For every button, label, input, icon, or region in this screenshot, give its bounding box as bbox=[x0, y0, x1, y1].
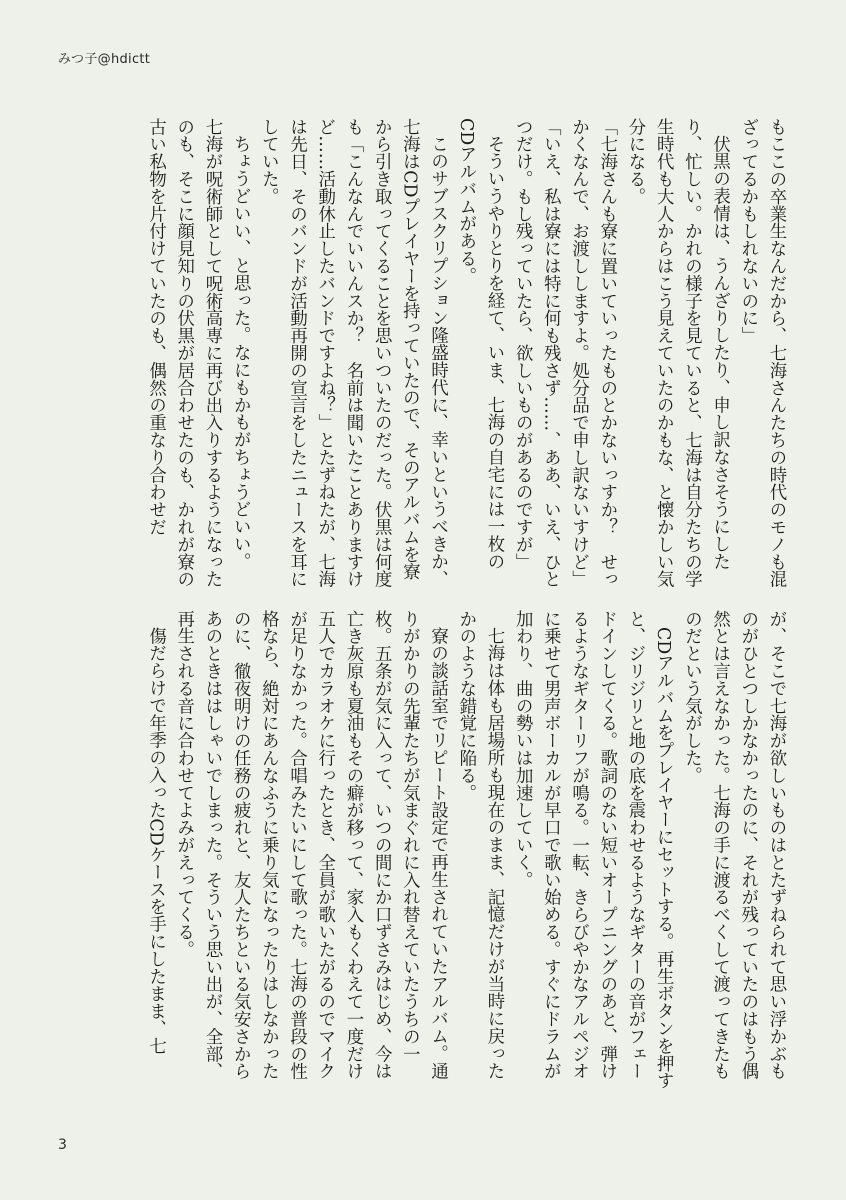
paragraph: そういうやりとりを経て、いま、七海の自宅には一枚のCDアルバムがある。 bbox=[455, 118, 504, 571]
paragraph: もここの卒業生なんだから、七海さんたちの時代のモノも混ざってるかもしれないのに」 bbox=[737, 118, 786, 588]
paragraph: 七海は体も居場所も現在のまま、記憶だけが当時に戻ったかのような錯覚に陥る。 bbox=[455, 610, 504, 1080]
paragraph: 伏黒の表情は、うんざりしたり、申し訳なさそうにしたり、忙しい。かれの様子を見ていると、七海は自分たちの学生時代も大人からはこう見えていたのかもな、と懐かしい気分になる。 bbox=[624, 118, 730, 588]
text-block-bottom bbox=[50, 610, 790, 1090]
paragraph: 寮の談話室でリピート設定で再生されていたアルバム。通りがかりの先輩たちが気まぐれに入れ替えていたうちの一枚。五条が気に入って、いつの間にか口ずさみはじめ、今は亡き灰原も夏油もその癖が移って、家入もくわえて一度だけ五人でカラオケに行ったとき、全員が歌いたがるのでマイクが足りなかった。合唱みたいにして歌った。七海の普段の性格なら、絶対にあんなふうに乗り気になったりはしなかったのに、徹夜明けの任務の疲れと、友人たちといる気安さからあのときははしゃいでしまった。そういう思い出が、全部、再生される音に合わせてよみがえってくる。 bbox=[173, 610, 448, 1080]
paragraph: CDアルバムをプレイヤーにセットする。再生ボタンを押すと、ジリジリと地の底を震わせるようなギターの音がフェードインしてくる。歌詞のない短いオープニングのあと、弾けるようなギターリフが鳴る。一転、きらびやかなアルペジオに乗せて男声ボーカルが早口で歌い始める。すぐにドラムが加わり、曲の勢いは加速していく。 bbox=[512, 610, 674, 1090]
paragraph: 傷だらけで年季の入ったCDケースを手にしたまま、七 bbox=[145, 627, 166, 1055]
paragraph: このサブスクリプション隆盛時代に、幸いというべきか、七海はCDプレイヤーを持っていたので、そのアルバムを寮から引き取ってくることを思いついたのだった。伏黒は何度も「こんなんでいいんスか？ 名前は聞いたことありますけど……活動休止したバンドですよね？」とたずねたが、七海は先日、そのバンドが活動再開の宣言をしたニュースを耳にしていた。 bbox=[258, 118, 448, 588]
page-number: 3 bbox=[58, 1137, 67, 1153]
text-block-top bbox=[50, 118, 790, 588]
paragraph: 「七海さんも寮に置いていったものとかないっすか？ せっかくなんで、お渡ししますよ。処分品で申し訳ないすけど」 bbox=[568, 118, 617, 588]
paragraph: が、そこで七海が欲しいものはとたずねられて思い浮かぶものがひとつしかなかったのに、それが残っていたのはもう偶然とは言えなかった。七海の手に渡るべくして渡ってきたものだという気がした。 bbox=[681, 610, 786, 1080]
paragraph: 「いえ、私は寮には特に何も残さず……、ああ、いえ、ひとつだけ。もし残っていたら、欲しいものがあるのですが」 bbox=[512, 118, 561, 588]
author-header: みつ子@hdictt bbox=[58, 52, 151, 67]
paragraph: 七海が呪術師として呪術高専に再び出入りするようになったのも、そこに顔見知りの伏黒が居合わせたのも、かれが寮の古い私物を片付けていたのも、偶然の重なり合わせだ bbox=[145, 118, 222, 588]
paragraph: ちょうどいい、と思った。なにもかもがちょうどいい。 bbox=[230, 135, 251, 571]
